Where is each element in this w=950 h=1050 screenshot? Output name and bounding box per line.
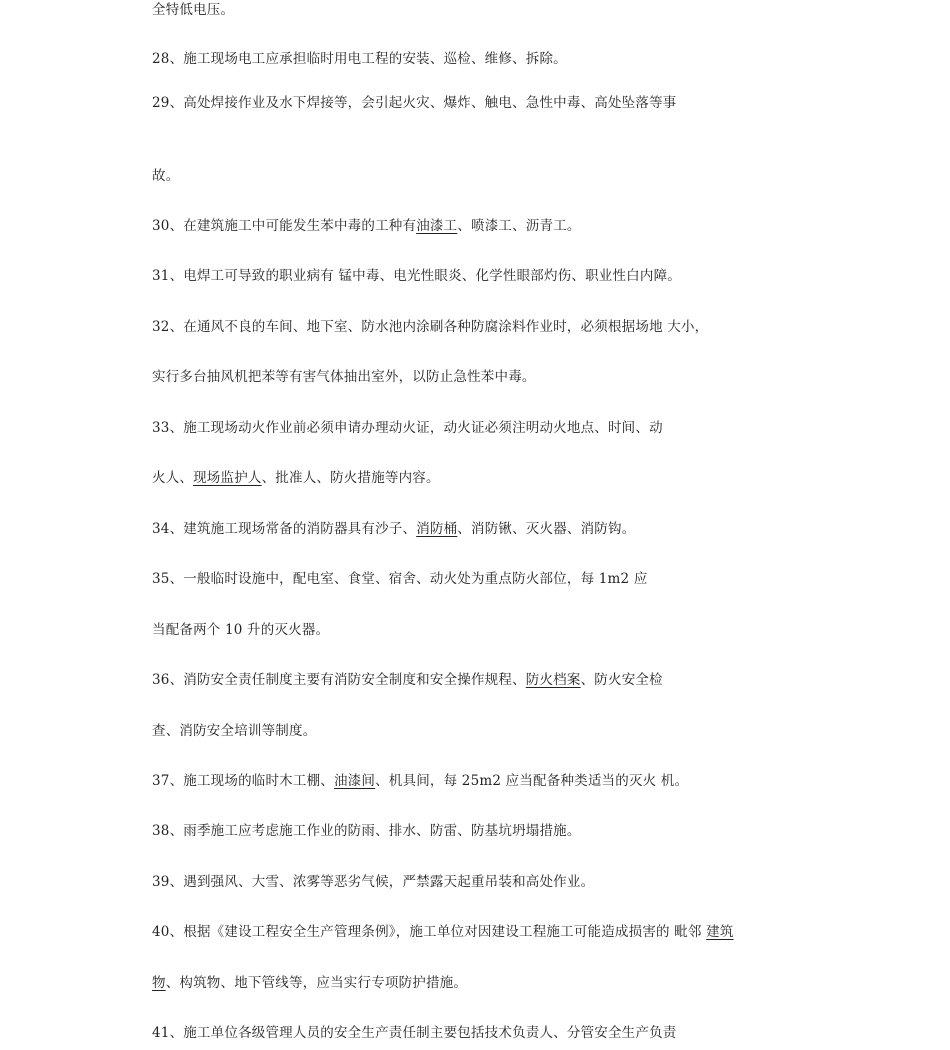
text-span: 35、一般临时设施中，配电室、食堂、宿舍、动火处为重点防火部位，每 1m2 应: [152, 571, 648, 587]
text-line: [152, 318, 708, 336]
underlined-answer: 油漆工: [416, 218, 458, 234]
text-line: [152, 267, 681, 285]
text-span: 41、施工单位各级管理人员的安全生产责任制主要包括技术负责人、分管安全生产负责: [152, 1025, 677, 1041]
text-line: [152, 217, 581, 235]
text-span: 、构筑物、地下管线等，应当实行专项防护措施。: [165, 975, 468, 991]
text-line: [152, 671, 663, 689]
text-span: 、消防锹、灭火器、消防钩。: [457, 521, 636, 537]
text-span: 、防火安全检: [580, 672, 663, 688]
underlined-answer: 消防桶: [416, 521, 458, 537]
text-span: 34、建筑施工现场常备的消防器具有沙子、: [152, 521, 417, 537]
text-line: [152, 167, 179, 185]
text-line: [152, 923, 734, 941]
text-span: 、喷漆工、沥青工。: [457, 218, 581, 234]
text-span: 38、雨季施工应考虑施工作业的防雨、排水、防雷、防基坑坍塌措施。: [152, 823, 581, 839]
text-span: 实行多台抽风机把苯等有害气体抽出室外，以防止急性苯中毒。: [152, 369, 536, 385]
text-span: 28、施工现场电工应承担临时用电工程的安装、巡检、维修、拆除。: [152, 51, 567, 67]
text-span: 30、在建筑施工中可能发生苯中毒的工种有: [152, 218, 417, 234]
text-line: [152, 368, 536, 386]
text-line: [152, 50, 567, 68]
text-span: 29、高处焊接作业及水下焊接等，会引起火灾、爆炸、触电、急性中毒、高处坠落等事: [152, 95, 677, 111]
underlined-answer: 现场监护人: [193, 470, 262, 486]
text-line: [152, 1024, 676, 1042]
text-line: [152, 1, 234, 19]
text-span: 40、根据《建设工程安全生产管理条例》，施工单位对因建设工程施工可能造成损害的 毗邻: [152, 924, 707, 940]
text-span: 当配备两个 10 升的灭火器。: [152, 622, 330, 638]
text-line: [152, 469, 440, 487]
text-span: 33、施工现场动火作业前必须申请办理动火证，动火证必须注明动火地点、时间、动: [152, 420, 663, 436]
text-span: 、批准人、防火措施等内容。: [261, 470, 440, 486]
text-line: [152, 873, 594, 891]
underlined-answer: 防火档案: [525, 672, 581, 688]
underlined-answer: 油漆间: [333, 773, 376, 789]
underlined-answer: 物: [152, 975, 166, 991]
text-line: [152, 974, 467, 992]
text-line: [152, 621, 329, 639]
text-span: 查、消防安全培训等制度。: [152, 723, 317, 739]
text-line: [152, 419, 663, 437]
text-line: [152, 722, 316, 740]
text-span: 32、在通风不良的车间、地下室、防水池内涂刷各种防腐涂料作业时，必须根据场地 大小，: [152, 319, 709, 335]
text-span: 37、施工现场的临时木工棚、: [152, 773, 334, 789]
text-span: 、机具间，每 25m2 应当配备种类适当的灭火 机。: [375, 773, 689, 789]
text-line: [152, 822, 581, 840]
text-span: 故。: [152, 168, 180, 184]
text-span: 火人、: [152, 470, 194, 486]
text-line: [152, 94, 676, 112]
text-line: [152, 570, 648, 588]
text-line: [152, 520, 635, 538]
text-span: 39、遇到强风、大雪、浓雾等恶劣气候，严禁露天起重吊装和高处作业。: [152, 874, 595, 890]
text-span: 36、消防安全责任制度主要有消防安全制度和安全操作规程、: [152, 672, 526, 688]
text-line: [152, 772, 688, 790]
underlined-answer: 建筑: [706, 924, 734, 940]
text-span: 31、电焊工可导致的职业病有 锰中毒、电光性眼炎、化学性眼部灼伤、职业性白内障。: [152, 268, 681, 284]
text-span: 全特低电压。: [152, 2, 235, 18]
